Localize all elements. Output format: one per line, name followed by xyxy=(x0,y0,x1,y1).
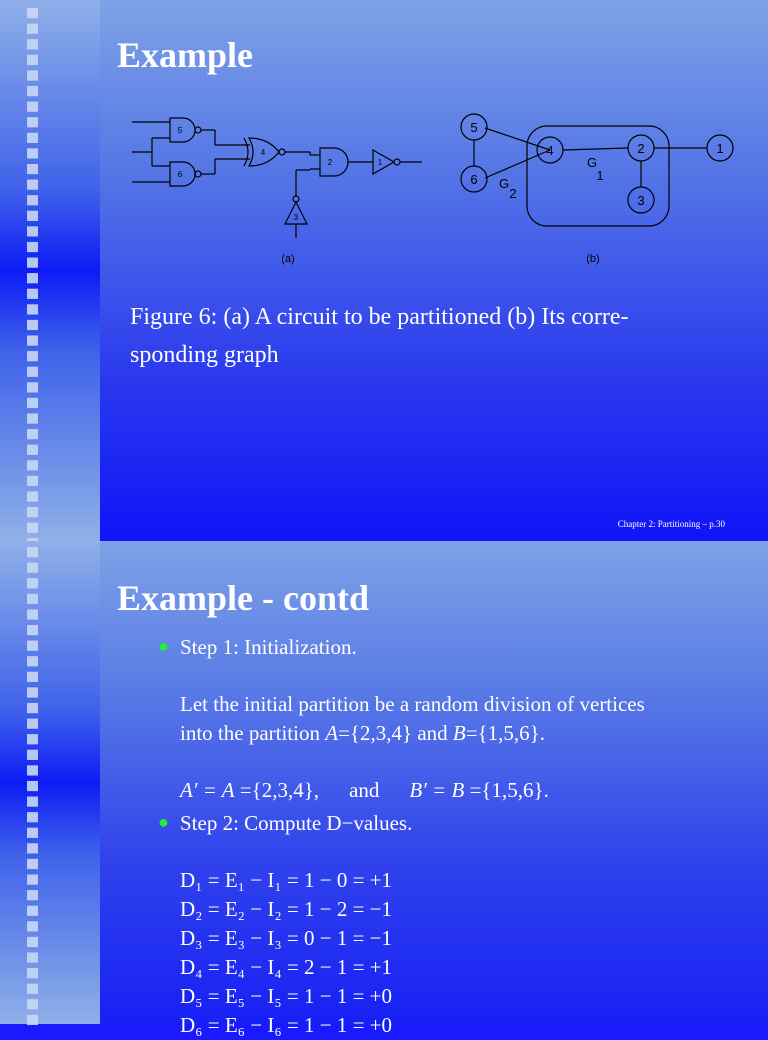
gate-2 xyxy=(320,148,348,176)
gate-label-4: 4 xyxy=(260,148,266,157)
gate-label-6: 6 xyxy=(177,170,183,179)
slide-example-contd xyxy=(0,541,768,1037)
gate-1 xyxy=(373,150,394,174)
d-value-2: D₂ = E₂ − I₂ = 1 − 2 = −1 xyxy=(180,897,393,921)
d-value-4: D₄ = E₄ − I₄ = 2 − 1 = +1 xyxy=(180,955,393,979)
sidebar-squares xyxy=(27,547,38,1030)
sidebar-squares xyxy=(27,8,38,549)
gate-label-3: 3 xyxy=(293,213,299,222)
step-2-heading: Step 2: Compute D−values. xyxy=(180,811,413,835)
node-label-6: 6 xyxy=(470,172,478,187)
circuit-diagram xyxy=(132,118,422,238)
node-label-3: 3 xyxy=(637,193,645,208)
partition-text-line-1: Let the initial partition be a random division of vertices xyxy=(180,692,645,716)
gate-label-2: 2 xyxy=(327,158,333,167)
bullet-icon: ● xyxy=(158,812,169,832)
sidebar-decoration xyxy=(0,0,100,541)
group-sub-g1: 1 xyxy=(596,168,604,183)
gate-label-1: 1 xyxy=(377,158,383,167)
step-1-heading: Step 1: Initialization. xyxy=(180,635,357,659)
figure-caption xyxy=(130,298,730,374)
node-label-5: 5 xyxy=(470,120,478,135)
sidebar-decoration xyxy=(0,541,100,1024)
panel-label-a: (a) xyxy=(281,253,295,265)
d-value-6: D₆ = E₆ − I₆ = 1 − 1 = +0 xyxy=(180,1013,393,1037)
group-sub-g2: 2 xyxy=(509,186,517,201)
partition-text-line-2: into the partition A={2,3,4} and B={1,5,6}. xyxy=(180,721,545,745)
copy-sets-line: A′ = A ={2,3,4}, and B′ = B ={1,5,6}. xyxy=(180,778,549,802)
list-item-step-2 xyxy=(158,809,738,1040)
d-value-1: D₁ = E₁ − I₁ = 1 − 0 = +1 xyxy=(180,868,393,892)
gate-5 xyxy=(170,118,195,142)
group-label-g2: G xyxy=(498,176,510,191)
figure-6 xyxy=(110,100,760,275)
caption-line-2: sponding graph xyxy=(130,342,279,368)
slide-footer: Chapter 2: Partitioning – p.30 xyxy=(617,519,725,529)
gate-6 xyxy=(170,162,195,186)
slide-title: Example - contd xyxy=(117,578,369,618)
group-label-g1: G xyxy=(586,155,598,170)
slide-content xyxy=(158,633,738,1040)
node-label-2: 2 xyxy=(637,141,645,156)
bullet-icon: ● xyxy=(158,636,169,656)
d-value-5: D₅ = E₅ − I₅ = 1 − 1 = +0 xyxy=(180,984,393,1008)
panel-label-b: (b) xyxy=(586,253,600,265)
slide-title: Example xyxy=(117,35,254,75)
caption-line-1: Figure 6: (a) A circuit to be partitioned (b) Its corre- xyxy=(130,304,629,330)
list-item-step-1 xyxy=(158,633,738,805)
gate-label-5: 5 xyxy=(177,126,183,135)
d-value-3: D₃ = E₃ − I₃ = 0 − 1 = −1 xyxy=(180,926,393,950)
node-label-1: 1 xyxy=(716,141,724,156)
node-label-4: 4 xyxy=(546,143,554,158)
